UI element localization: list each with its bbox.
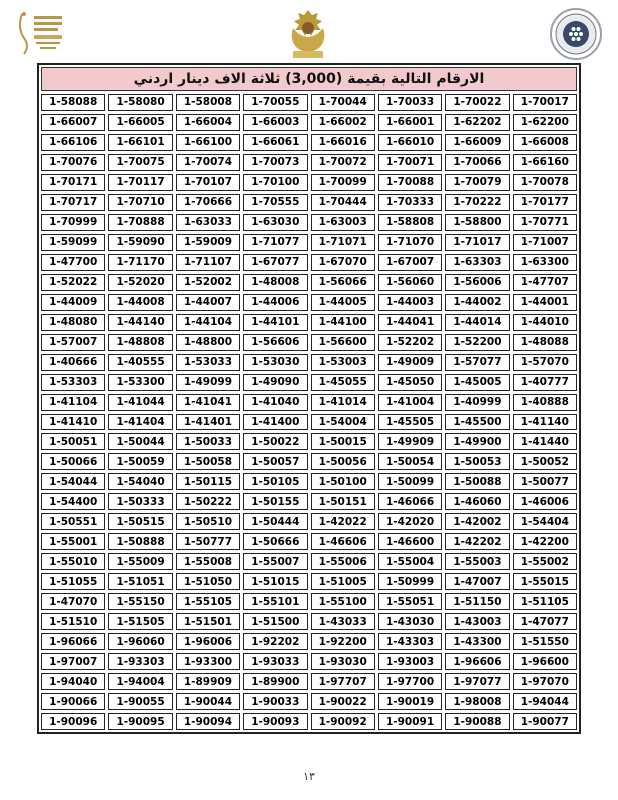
plate-number-cell: 1-96066 bbox=[41, 633, 105, 650]
plate-number-cell: 1-94004 bbox=[108, 673, 172, 690]
plate-number-cell: 1-50333 bbox=[108, 493, 172, 510]
plate-number-cell: 1-52200 bbox=[445, 334, 509, 351]
plate-number-cell: 1-97700 bbox=[378, 673, 442, 690]
plate-number-cell: 1-96600 bbox=[513, 653, 577, 670]
plate-number-cell: 1-53033 bbox=[176, 354, 240, 371]
plate-number-cell: 1-49900 bbox=[445, 433, 509, 450]
plate-number-cell: 1-43003 bbox=[445, 613, 509, 630]
plate-number-cell: 1-70079 bbox=[445, 174, 509, 191]
plate-number-cell: 1-55101 bbox=[243, 593, 307, 610]
plate-number-cell: 1-43300 bbox=[445, 633, 509, 650]
plate-number-cell: 1-97007 bbox=[41, 653, 105, 670]
plate-number-cell: 1-55100 bbox=[311, 593, 375, 610]
plate-number-cell: 1-70017 bbox=[513, 94, 577, 111]
plate-number-cell: 1-41004 bbox=[378, 394, 442, 411]
plate-number-cell: 1-70710 bbox=[108, 194, 172, 211]
plate-number-cell: 1-48088 bbox=[513, 334, 577, 351]
plate-number-cell: 1-90092 bbox=[311, 713, 375, 730]
plate-number-cell: 1-63303 bbox=[445, 254, 509, 271]
plate-number-cell: 1-44041 bbox=[378, 314, 442, 331]
plate-number-cell: 1-40999 bbox=[445, 394, 509, 411]
plate-number-cell: 1-89909 bbox=[176, 673, 240, 690]
plate-number-cell: 1-90033 bbox=[243, 693, 307, 710]
plate-number-cell: 1-44005 bbox=[311, 294, 375, 311]
plate-number-cell: 1-70177 bbox=[513, 194, 577, 211]
plate-number-cell: 1-51150 bbox=[445, 593, 509, 610]
plate-number-cell: 1-45005 bbox=[445, 374, 509, 391]
plate-number-cell: 1-50033 bbox=[176, 433, 240, 450]
plate-number-cell: 1-66003 bbox=[243, 114, 307, 131]
plate-number-cell: 1-41140 bbox=[513, 414, 577, 431]
plate-number-cell: 1-70075 bbox=[108, 154, 172, 171]
plate-number-cell: 1-50057 bbox=[243, 453, 307, 470]
plate-number-cell: 1-50100 bbox=[311, 473, 375, 490]
plate-number-cell: 1-66160 bbox=[513, 154, 577, 171]
plate-number-cell: 1-63003 bbox=[311, 214, 375, 231]
plate-number-cell: 1-49909 bbox=[378, 433, 442, 450]
plate-number-cell: 1-40555 bbox=[108, 354, 172, 371]
plate-number-cell: 1-63300 bbox=[513, 254, 577, 271]
plate-number-cell: 1-55105 bbox=[176, 593, 240, 610]
plate-number-cell: 1-41040 bbox=[243, 394, 307, 411]
plate-number-cell: 1-55004 bbox=[378, 553, 442, 570]
plate-number-cell: 1-41104 bbox=[41, 394, 105, 411]
plate-number-cell: 1-70333 bbox=[378, 194, 442, 211]
plate-number-cell: 1-93030 bbox=[311, 653, 375, 670]
plate-number-cell: 1-51050 bbox=[176, 573, 240, 590]
plate-number-cell: 1-51505 bbox=[108, 613, 172, 630]
plate-number-cell: 1-55007 bbox=[243, 553, 307, 570]
plate-number-cell: 1-50105 bbox=[243, 473, 307, 490]
table-title: الارقام التالية بقيمة (3,000) ثلاثة الاف دينار اردني bbox=[41, 67, 577, 91]
plate-number-cell: 1-54404 bbox=[513, 513, 577, 530]
plate-number-cell: 1-53300 bbox=[108, 374, 172, 391]
plate-number-cell: 1-47077 bbox=[513, 613, 577, 630]
plate-number-cell: 1-96060 bbox=[108, 633, 172, 650]
plate-number-cell: 1-92202 bbox=[243, 633, 307, 650]
plate-number-cell: 1-90088 bbox=[445, 713, 509, 730]
plate-number-cell: 1-93300 bbox=[176, 653, 240, 670]
plate-number-cell: 1-44002 bbox=[445, 294, 509, 311]
plate-number-cell: 1-44001 bbox=[513, 294, 577, 311]
plate-number-cell: 1-54040 bbox=[108, 473, 172, 490]
plate-number-cell: 1-66001 bbox=[378, 114, 442, 131]
plate-number-cell: 1-66106 bbox=[41, 134, 105, 151]
plate-number-cell: 1-51051 bbox=[108, 573, 172, 590]
plate-number-cell: 1-50056 bbox=[311, 453, 375, 470]
plate-number-cell: 1-70055 bbox=[243, 94, 307, 111]
plate-number-cell: 1-66101 bbox=[108, 134, 172, 151]
plate-number-cell: 1-90077 bbox=[513, 713, 577, 730]
plate-number-cell: 1-66005 bbox=[108, 114, 172, 131]
plate-number-cell: 1-90055 bbox=[108, 693, 172, 710]
plate-number-cell: 1-90094 bbox=[176, 713, 240, 730]
plate-number-cell: 1-90095 bbox=[108, 713, 172, 730]
plate-number-cell: 1-55051 bbox=[378, 593, 442, 610]
plate-number-cell: 1-66010 bbox=[378, 134, 442, 151]
plate-number-cell: 1-46066 bbox=[378, 493, 442, 510]
plate-number-cell: 1-44003 bbox=[378, 294, 442, 311]
plate-number-cell: 1-42202 bbox=[445, 533, 509, 550]
plate-number-cell: 1-52022 bbox=[41, 274, 105, 291]
plate-number-cell: 1-49090 bbox=[243, 374, 307, 391]
plate-number-cell: 1-51005 bbox=[311, 573, 375, 590]
plate-number-cell: 1-42002 bbox=[445, 513, 509, 530]
plate-number-cell: 1-97707 bbox=[311, 673, 375, 690]
plate-number-cell: 1-52202 bbox=[378, 334, 442, 351]
plate-number-cell: 1-71071 bbox=[311, 234, 375, 251]
plate-number-cell: 1-70066 bbox=[445, 154, 509, 171]
plates-table bbox=[37, 63, 581, 734]
plates-grid bbox=[41, 94, 577, 730]
plate-number-cell: 1-47707 bbox=[513, 274, 577, 291]
plate-number-cell: 1-49009 bbox=[378, 354, 442, 371]
plate-number-cell: 1-70076 bbox=[41, 154, 105, 171]
plate-number-cell: 1-66008 bbox=[513, 134, 577, 151]
plate-number-cell: 1-41410 bbox=[41, 414, 105, 431]
plate-number-cell: 1-70100 bbox=[243, 174, 307, 191]
plate-number-cell: 1-51510 bbox=[41, 613, 105, 630]
plate-number-cell: 1-70888 bbox=[108, 214, 172, 231]
plate-number-cell: 1-58808 bbox=[378, 214, 442, 231]
plate-number-cell: 1-70099 bbox=[311, 174, 375, 191]
plate-number-cell: 1-70071 bbox=[378, 154, 442, 171]
plate-number-cell: 1-55009 bbox=[108, 553, 172, 570]
plate-number-cell: 1-42200 bbox=[513, 533, 577, 550]
plate-number-cell: 1-55001 bbox=[41, 533, 105, 550]
plate-number-cell: 1-70117 bbox=[108, 174, 172, 191]
plate-number-cell: 1-98008 bbox=[445, 693, 509, 710]
plate-number-cell: 1-56600 bbox=[311, 334, 375, 351]
plate-number-cell: 1-71017 bbox=[445, 234, 509, 251]
plate-number-cell: 1-40888 bbox=[513, 394, 577, 411]
page-number: ١٣ bbox=[303, 770, 315, 783]
plate-number-cell: 1-50059 bbox=[108, 453, 172, 470]
plate-number-cell: 1-40666 bbox=[41, 354, 105, 371]
plate-number-cell: 1-63033 bbox=[176, 214, 240, 231]
plate-number-cell: 1-56066 bbox=[311, 274, 375, 291]
plate-number-cell: 1-97070 bbox=[513, 673, 577, 690]
plate-number-cell: 1-93033 bbox=[243, 653, 307, 670]
plate-number-cell: 1-71107 bbox=[176, 254, 240, 271]
plate-number-cell: 1-90091 bbox=[378, 713, 442, 730]
plate-number-cell: 1-54044 bbox=[41, 473, 105, 490]
plate-number-cell: 1-51105 bbox=[513, 593, 577, 610]
plate-number-cell: 1-50151 bbox=[311, 493, 375, 510]
public-security-crest-logo bbox=[283, 6, 333, 60]
plate-number-cell: 1-44009 bbox=[41, 294, 105, 311]
plate-number-cell: 1-58008 bbox=[176, 94, 240, 111]
plate-number-cell: 1-44100 bbox=[311, 314, 375, 331]
plate-number-cell: 1-45050 bbox=[378, 374, 442, 391]
plate-number-cell: 1-44140 bbox=[108, 314, 172, 331]
plate-number-cell: 1-51500 bbox=[243, 613, 307, 630]
plate-number-cell: 1-41014 bbox=[311, 394, 375, 411]
plate-number-cell: 1-55002 bbox=[513, 553, 577, 570]
plate-number-cell: 1-44007 bbox=[176, 294, 240, 311]
plate-number-cell: 1-58088 bbox=[41, 94, 105, 111]
plate-number-cell: 1-50999 bbox=[378, 573, 442, 590]
plate-number-cell: 1-45055 bbox=[311, 374, 375, 391]
plate-number-cell: 1-44104 bbox=[176, 314, 240, 331]
plate-number-cell: 1-70088 bbox=[378, 174, 442, 191]
plate-number-cell: 1-56060 bbox=[378, 274, 442, 291]
plate-number-cell: 1-52020 bbox=[108, 274, 172, 291]
plate-number-cell: 1-59009 bbox=[176, 234, 240, 251]
plate-number-cell: 1-66100 bbox=[176, 134, 240, 151]
plate-number-cell: 1-70171 bbox=[41, 174, 105, 191]
plate-number-cell: 1-57007 bbox=[41, 334, 105, 351]
plate-number-cell: 1-71007 bbox=[513, 234, 577, 251]
plate-number-cell: 1-62200 bbox=[513, 114, 577, 131]
plate-number-cell: 1-70072 bbox=[311, 154, 375, 171]
plate-number-cell: 1-42022 bbox=[311, 513, 375, 530]
plate-number-cell: 1-50115 bbox=[176, 473, 240, 490]
plate-number-cell: 1-50088 bbox=[445, 473, 509, 490]
plate-number-cell: 1-62202 bbox=[445, 114, 509, 131]
plate-number-cell: 1-50058 bbox=[176, 453, 240, 470]
plate-number-cell: 1-50155 bbox=[243, 493, 307, 510]
plate-number-cell: 1-50066 bbox=[41, 453, 105, 470]
plate-number-cell: 1-50551 bbox=[41, 513, 105, 530]
plate-number-cell: 1-71077 bbox=[243, 234, 307, 251]
plate-number-cell: 1-48008 bbox=[243, 274, 307, 291]
plate-number-cell: 1-50515 bbox=[108, 513, 172, 530]
plate-number-cell: 1-53303 bbox=[41, 374, 105, 391]
plate-number-cell: 1-94040 bbox=[41, 673, 105, 690]
plate-number-cell: 1-41401 bbox=[176, 414, 240, 431]
plate-number-cell: 1-41041 bbox=[176, 394, 240, 411]
plate-number-cell: 1-57070 bbox=[513, 354, 577, 371]
plate-number-cell: 1-71170 bbox=[108, 254, 172, 271]
plate-number-cell: 1-43303 bbox=[378, 633, 442, 650]
plate-number-cell: 1-40777 bbox=[513, 374, 577, 391]
plate-number-cell: 1-51055 bbox=[41, 573, 105, 590]
plate-number-cell: 1-93303 bbox=[108, 653, 172, 670]
plate-number-cell: 1-50888 bbox=[108, 533, 172, 550]
plate-number-cell: 1-50052 bbox=[513, 453, 577, 470]
plate-number-cell: 1-44101 bbox=[243, 314, 307, 331]
plate-number-cell: 1-41400 bbox=[243, 414, 307, 431]
plate-number-cell: 1-50015 bbox=[311, 433, 375, 450]
plate-number-cell: 1-46060 bbox=[445, 493, 509, 510]
plate-number-cell: 1-56006 bbox=[445, 274, 509, 291]
plate-number-cell: 1-55015 bbox=[513, 573, 577, 590]
plate-number-cell: 1-70022 bbox=[445, 94, 509, 111]
plate-number-cell: 1-50666 bbox=[243, 533, 307, 550]
plate-number-cell: 1-42020 bbox=[378, 513, 442, 530]
plate-number-cell: 1-45500 bbox=[445, 414, 509, 431]
plate-number-cell: 1-70222 bbox=[445, 194, 509, 211]
plate-number-cell: 1-41440 bbox=[513, 433, 577, 450]
plate-number-cell: 1-66009 bbox=[445, 134, 509, 151]
plate-number-cell: 1-55150 bbox=[108, 593, 172, 610]
plate-number-cell: 1-52002 bbox=[176, 274, 240, 291]
plate-number-cell: 1-45505 bbox=[378, 414, 442, 431]
plate-number-cell: 1-90019 bbox=[378, 693, 442, 710]
plate-number-cell: 1-70999 bbox=[41, 214, 105, 231]
plate-number-cell: 1-57077 bbox=[445, 354, 509, 371]
plate-number-cell: 1-48808 bbox=[108, 334, 172, 351]
plate-number-cell: 1-70033 bbox=[378, 94, 442, 111]
plate-number-cell: 1-50099 bbox=[378, 473, 442, 490]
plate-number-cell: 1-90096 bbox=[41, 713, 105, 730]
plate-number-cell: 1-54400 bbox=[41, 493, 105, 510]
plate-number-cell: 1-70044 bbox=[311, 94, 375, 111]
plate-number-cell: 1-50222 bbox=[176, 493, 240, 510]
plate-number-cell: 1-96606 bbox=[445, 653, 509, 670]
plate-number-cell: 1-44006 bbox=[243, 294, 307, 311]
plate-number-cell: 1-58800 bbox=[445, 214, 509, 231]
plate-number-cell: 1-66016 bbox=[311, 134, 375, 151]
plate-number-cell: 1-70771 bbox=[513, 214, 577, 231]
plate-number-cell: 1-50022 bbox=[243, 433, 307, 450]
plate-number-cell: 1-94044 bbox=[513, 693, 577, 710]
plate-number-cell: 1-90066 bbox=[41, 693, 105, 710]
security-emblem-logo bbox=[549, 7, 603, 61]
plate-number-cell: 1-46006 bbox=[513, 493, 577, 510]
plate-number-cell: 1-71070 bbox=[378, 234, 442, 251]
plate-number-cell: 1-55008 bbox=[176, 553, 240, 570]
plate-number-cell: 1-46600 bbox=[378, 533, 442, 550]
plate-number-cell: 1-41404 bbox=[108, 414, 172, 431]
plate-number-cell: 1-50054 bbox=[378, 453, 442, 470]
plate-number-cell: 1-53030 bbox=[243, 354, 307, 371]
plate-number-cell: 1-63030 bbox=[243, 214, 307, 231]
plate-number-cell: 1-92200 bbox=[311, 633, 375, 650]
plate-number-cell: 1-70074 bbox=[176, 154, 240, 171]
plate-number-cell: 1-70107 bbox=[176, 174, 240, 191]
plate-number-cell: 1-49099 bbox=[176, 374, 240, 391]
plate-number-cell: 1-53003 bbox=[311, 354, 375, 371]
plate-number-cell: 1-51501 bbox=[176, 613, 240, 630]
plate-number-cell: 1-50053 bbox=[445, 453, 509, 470]
plate-number-cell: 1-50051 bbox=[41, 433, 105, 450]
plate-number-cell: 1-44010 bbox=[513, 314, 577, 331]
plate-number-cell: 1-47007 bbox=[445, 573, 509, 590]
plate-number-cell: 1-90044 bbox=[176, 693, 240, 710]
plate-number-cell: 1-48080 bbox=[41, 314, 105, 331]
plate-number-cell: 1-55006 bbox=[311, 553, 375, 570]
plate-number-cell: 1-96006 bbox=[176, 633, 240, 650]
plate-number-cell: 1-70073 bbox=[243, 154, 307, 171]
plate-number-cell: 1-97077 bbox=[445, 673, 509, 690]
plate-number-cell: 1-67077 bbox=[243, 254, 307, 271]
plate-number-cell: 1-51550 bbox=[513, 633, 577, 650]
plate-number-cell: 1-70555 bbox=[243, 194, 307, 211]
plate-number-cell: 1-48800 bbox=[176, 334, 240, 351]
plate-number-cell: 1-43030 bbox=[378, 613, 442, 630]
plate-number-cell: 1-59090 bbox=[108, 234, 172, 251]
plate-number-cell: 1-70444 bbox=[311, 194, 375, 211]
plate-number-cell: 1-58080 bbox=[108, 94, 172, 111]
plate-number-cell: 1-47700 bbox=[41, 254, 105, 271]
plate-number-cell: 1-44008 bbox=[108, 294, 172, 311]
plate-number-cell: 1-67007 bbox=[378, 254, 442, 271]
plate-number-cell: 1-67070 bbox=[311, 254, 375, 271]
plate-number-cell: 1-50077 bbox=[513, 473, 577, 490]
plate-number-cell: 1-44014 bbox=[445, 314, 509, 331]
plate-number-cell: 1-66061 bbox=[243, 134, 307, 151]
plate-number-cell: 1-70717 bbox=[41, 194, 105, 211]
plate-number-cell: 1-66004 bbox=[176, 114, 240, 131]
plate-number-cell: 1-93003 bbox=[378, 653, 442, 670]
plate-number-cell: 1-55010 bbox=[41, 553, 105, 570]
plate-number-cell: 1-50444 bbox=[243, 513, 307, 530]
plate-number-cell: 1-54004 bbox=[311, 414, 375, 431]
plate-number-cell: 1-51015 bbox=[243, 573, 307, 590]
plate-number-cell: 1-41044 bbox=[108, 394, 172, 411]
plate-number-cell: 1-56606 bbox=[243, 334, 307, 351]
plate-number-cell: 1-66002 bbox=[311, 114, 375, 131]
plate-number-cell: 1-90022 bbox=[311, 693, 375, 710]
plate-number-cell: 1-70078 bbox=[513, 174, 577, 191]
plate-number-cell: 1-43033 bbox=[311, 613, 375, 630]
plate-number-cell: 1-50510 bbox=[176, 513, 240, 530]
plate-number-cell: 1-70666 bbox=[176, 194, 240, 211]
plate-number-cell: 1-59099 bbox=[41, 234, 105, 251]
plate-number-cell: 1-47070 bbox=[41, 593, 105, 610]
plate-number-cell: 1-89900 bbox=[243, 673, 307, 690]
plate-number-cell: 1-50044 bbox=[108, 433, 172, 450]
plate-number-cell: 1-55003 bbox=[445, 553, 509, 570]
plate-number-cell: 1-90093 bbox=[243, 713, 307, 730]
plate-number-cell: 1-46606 bbox=[311, 533, 375, 550]
plate-number-cell: 1-50777 bbox=[176, 533, 240, 550]
plate-number-cell: 1-66007 bbox=[41, 114, 105, 131]
excellence-award-logo bbox=[14, 8, 66, 62]
